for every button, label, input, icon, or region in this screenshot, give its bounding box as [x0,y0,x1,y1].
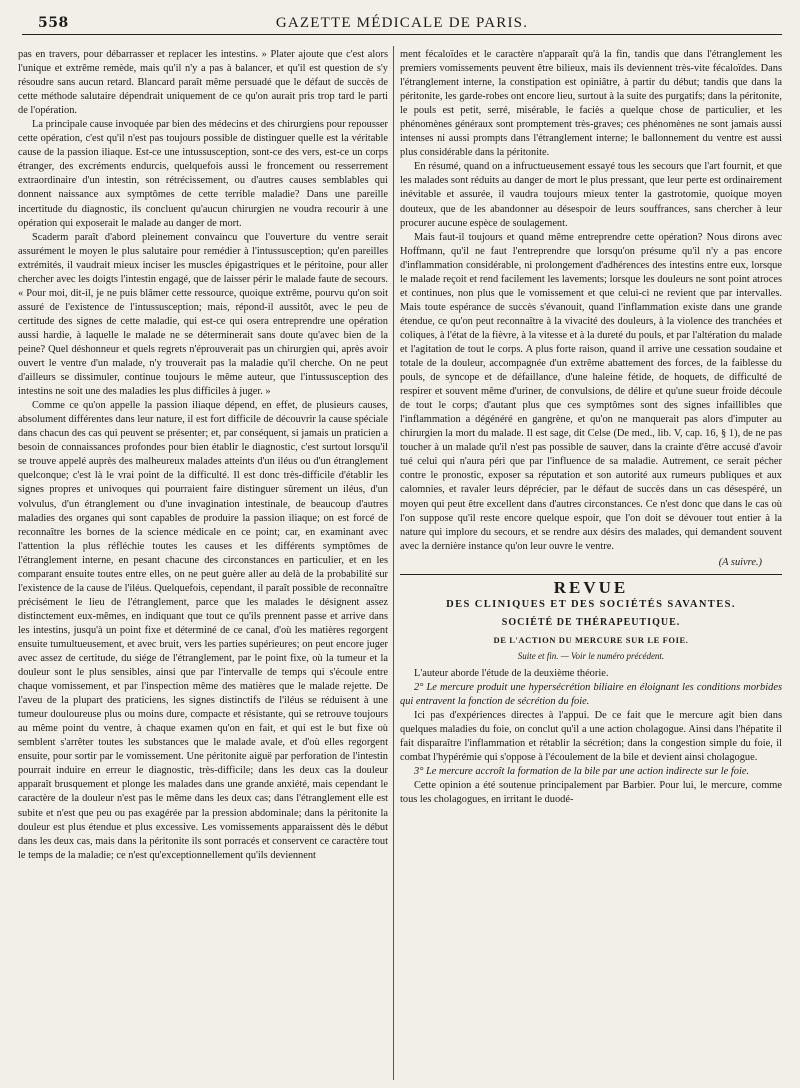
paragraph: L'auteur aborde l'étude de la deuxième théorie. [414,667,609,679]
section-rule [400,574,782,575]
to-be-continued: (A suivre.) [718,556,762,568]
paragraph: ment fécaloïdes et le caractère n'apparaît qu'à la fin, tandis que dans l'étranglement les premiers vomissements peuvent être bilieux, mais ils deviennent très-vite fécaloïdes. Dans l'étranglement interne, la constipation est opiniâtre, à partir du début; tandis que dans la péritonite, les garde-robes ont encore lieu, surtout à la suite des purgatifs; dans la péritonite, le pouls est petit, serré, misérable, le faciès a quelque chose de particulier, et les phénomènes généraux sont promptement très-graves; ces phénomènes ne sont jamais aussi intenses ni aussi prompts dans l'étranglement interne; le ballonnement du ventre est aussi plus considérable dans la péritonite. [400,49,782,159]
revue-subtitle: DES CLINIQUES ET DES SOCIÉTÉS SAVANTES. [446,598,736,610]
revue-title: REVUE [553,577,629,597]
left-column [18,48,388,1080]
paragraph: 3° Le mercure accroît la formation de la bile par une action indirecte sur le foie. [414,766,750,778]
right-column [400,48,782,1080]
continuation-note: Suite et fin. — Voir le numéro précédent. [517,650,665,661]
paragraph: 2° Le mercure produit une hypersécrétion biliaire en éloignant les conditions morbides qui entravent la fonction de sécrétion du foie. [400,682,782,708]
page-number: 558 [38,15,69,31]
journal-title: GAZETTE MÉDICALE DE PARIS. [275,15,529,31]
column-divider [393,46,394,1080]
paragraph: Scaderm paraît d'abord pleinement convaincu que l'ouverture du ventre serait assurément le moyen le plus salutaire pour remédier à l'intussusception; qu'en pareilles extrémités, il vaudrait mieux inciser les muscles épigastriques et le péritoine, pour aller chercher avec les doigts l'intestin engagé, que de laisser périr le malade faute de secours. « Pour moi, dit-il, je ne puis blâmer cette ressource, quoique extrême, pourvu qu'on soit assuré de l'existence de l'intussusception; mais, répond-il aussitôt, avec le peu de certitude des signes de cette maladie, qui est-ce qui osera entreprendre une opération aussi hardie, à laquelle le malade ne se déterminerait sans doute qu'avec bien de la peine? Quel déshonneur et quels regrets n'éprouverait pas un chirurgien qui, après avoir ouvert le ventre d'un malade, n'y trouverait pas la maladie qu'il cherche. On ne peut d'ailleurs se dissimuler, continue toujours le même auteur, que l'intussusception des intestins ne soit une des maladies les plus difficiles à juger. » [18,231,388,398]
paragraph: Comme ce qu'on appelle la passion iliaque dépend, en effet, de plusieurs causes, absolument différentes dans leur nature, il est fort difficile de découvrir la cause spéciale dans chacun des cas qui peuvent se présenter; et, par conséquent, si jamais un praticien a besoin de connaissances profondes pour bien établir le diagnostic, c'est surtout lorsqu'il se trouve appelé auprès des malheureux malades atteints d'un iléus ou d'un étranglement quelconque; c'est là le vrai point de la difficulté. Il est donc très-difficile d'établir les signes propres et univoques qui pourraient faire distinguer sûrement un iléus, d'un volvulus, d'un étranglement ou d'une invagination intestinale, de beaucoup d'autres maladies des organes qui sont capables de produire la passion iliaque; on est forcé de reconnaître les bornes de la science médicale en ce point; car, en examinant avec l'attention la plus réfléchie toutes les causes et les différents symptômes de l'étranglement interne, en pesant chacune des circonstances en particulier, et en les comparant ensuite toutes entre elles, on ne peut guère aller au delà de la probabilité sur l'existence de la cause de l'iléus. Quelquefois, cependant, il paraît possible de reconnaître précisément le lieu de l'étranglement, parce que les malades le désignent assez distinctement eux-mêmes, en indiquant que tout ce qu'ils prennent passe et arrive dans les intestins, jusqu'à un point fixe et déterminé de ce canal, d'où les matières regorgent ensuite tumultueusement, et avec bruit, vers les parties supérieures; on peut encore juger avec assez de certitude, du siége de l'étranglement, par le point fixe, où la tumeur et la douleur sont le plus sensibles, ainsi que par l'intervalle de temps qui s'écoule entre chaque vomissement, et par l'inspection même des matières que le malade rejette. De l'aveu de la plupart des praticiens, les signes distinctifs de l'iléus se réduisent à une tumeur douloureuse plus ou moins dure, compacte et résistante, qui se retrouve toujours au même point du ventre, à chaque examen qu'on en fait, et qui est le but fixe où semblent s'arrêter toutes les substances que le malade avale, et d'où elles regorgent ensuite, pour sortir par le vomissement. Une péritonite aiguë par perforation de l'intestin pourrait induire en erreur le diagnostic, très-difficile; dans les deux cas la douleur apparaît brusquement et plonge les malades dans une grande anxiété, mais cependant le caractère de la douleur n'est pas le même dans les deux cas; dans l'étranglement elle est subite et n'est que peu ou pas exagérée par la pression abdominale; dans la péritonite la douleur est plus étendue et plus excessive. Les vomissements apparaissent dès le début dans les deux cas, mais dans la péritonite ils sont porracés et conservent ce caractère tout le temps de la maladie; ce n'est qu'exceptionnellement qu'ils deviennent [18,400,388,861]
paragraph: En résumé, quand on a infructueusement essayé tous les secours que l'art fournit, et que les malades sont réduits au danger de mort le plus pressant, que leur perte est ordinairement inévitable et assurée, il vaudra toujours mieux tenter la gastrotomie, quoique moyen douteux, que de les abandonner au désespoir de leurs souffrances, sans chercher à leur procurer aucune espèce de soulagement. [400,161,782,229]
paragraph: Cette opinion a été soutenue principalement par Barbier. Pour lui, le mercure, comme tous les cholagogues, en irritant le duodé- [400,780,782,806]
page-header [22,12,782,35]
paragraph: pas en travers, pour débarrasser et replacer les intestins. » Plater ajoute que c'est alors l'unique et extrême remède, mais qu'il n'y a pas à balancer, et qu'il est question de s'y résoudre sans aucun retard. Blancard paraît même persuadé que le défaut de succès de cette méthode salutaire dépendrait uniquement de ce qu'on aurait pris trop tard le parti de l'opération. [18,49,388,117]
paragraph: La principale cause invoquée par bien des médecins et des chirurgiens pour repousser cette opération, c'est qu'il n'est pas toujours possible de distinguer quelle est la véritable cause de la passion iliaque. Est-ce une intussusception, sont-ce des vers, est-ce un corps étranger, des excréments endurcis, quelquefois aussi le froncement ou resserrement extraordinaire d'un intestin, son rétrécissement, ou d'autres causes semblables qui donnent naissance aux symptômes de cette terrible maladie? Dans une pareille incertitude du diagnostic, ils concluent qu'aucun chirurgien ne voudra recourir à une opération qui exposerait le malade au danger de mort. [18,119,388,229]
paragraph: Mais faut-il toujours et quand même entreprendre cette opération? Nous dirons avec Hoffmann, qu'il ne faut l'entreprendre que lorsqu'on présume qu'il n'y a pas encore d'inflammation considérable, ni prolongement d'adhérences des intestins entre eux, lorsque le malade reçoit et rend facilement les lavements; lorsque les douleurs ne sont point atroces et continues, non plus que le vomissement et que celui-ci ne revient que par intervalles. Mais toute espérance de succès s'évanouit, quand l'inflammation existe dans une grande étendue, ce qu'on peut reconnaître à la vivacité des douleurs, à la violence des tranchées et coliques, à l'état de la fièvre, à la vitesse et à la dureté du pouls, et par l'altération du malade et l'agitation de tout le corps. A plus forte raison, quand il arrive une cessation soudaine et totale de la douleur, accompagnée d'un extrême abattement des forces, de la faiblesse du pouls, de syncope et de défaillance, d'une haleine fétide, de hoquets, de difficulté de respirer et souvent même d'uriner, de convulsions, de délire et qu'une sueur froide découle de tout le corps; d'autant plus que ces symptômes sont des signes infaillibles que l'inflammation a dégénéré en gangrène, et qu'on ne manquerait pas alors d'imputer au chirurgien la mort du malade. Il est sage, dit Celse (De med., lib. V, cap. 16, § 1), de ne pas toucher à un malade qu'il n'est pas possible de sauver, dans la crainte d'être accusé d'avoir tué celui qui n'aura péri que par l'influence de sa maladie. Autrement, ce serait pécher contre le pronostic, exposer sa réputation et son autorité aux rumeurs publiques et aux calomnies, et ravaler leurs déprécier, par le défaut de succès dans un cas désespéré, un moyen qui peut être excellent dans d'autres circonstances. Ce n'est donc que dans le cas où l'on suppose qu'il reste encore quelque espoir, que l'on doit se dévouer tout entier à la nature qui implore du secours, et se rendre aux désirs des malades, qui demandent souvent avec la dernière instance qu'on leur ouvre le ventre. [400,231,782,552]
article-title: DE L'ACTION DU MERCURE SUR LE FOIE. [493,634,689,645]
society-heading: SOCIÉTÉ DE THÉRAPEUTIQUE. [501,616,681,628]
paragraph: Ici pas d'expériences directes à l'appui. De ce fait que le mercure agit bien dans quelques maladies du foie, on conclut qu'il a une action cholagogue. Ainsi dans l'hépatite il fait disparaître l'inflammation et rétablir la sécrétion; dans la congestion simple du foie, il combat l'hypérémie qui s'oppose à l'écoulement de la bile et devient ainsi cholagogue. [400,710,782,764]
